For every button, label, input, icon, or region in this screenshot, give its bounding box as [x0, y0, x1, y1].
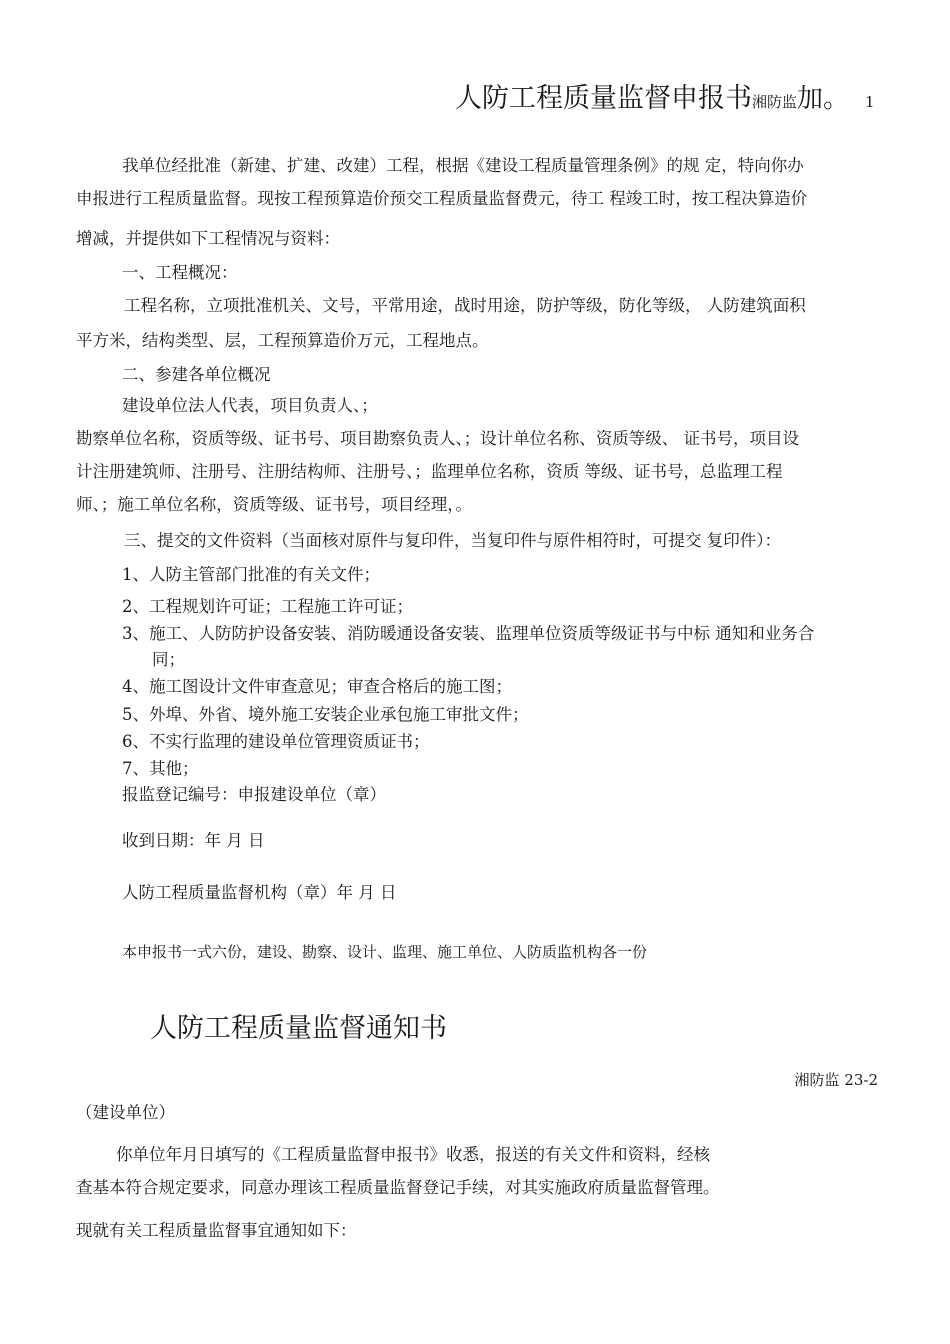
- document-item-2: 2、工程规划许可证；工程施工许可证；: [122, 597, 413, 616]
- form2-body-line-1: 你单位年月日填写的《工程质量监督申报书》收悉，报送的有关文件和资料，经核: [116, 1145, 710, 1164]
- document-item-7: 7、其他；: [122, 759, 199, 778]
- section2-heading: 二、参建各单位概况: [122, 365, 271, 384]
- form2-body-line-2: 查基本符合规定要求，同意办理该工程质量监督登记手续，对其实施政府质量监督管理。: [76, 1178, 720, 1197]
- form1-title-tail: 加。: [797, 84, 850, 114]
- copies-note: 本申报书一式六份，建设、勘察、设计、监理、施工单位、人防质监机构各一份: [122, 943, 648, 961]
- agency-line: 人防工程质量监督机构（章）年 月 日: [122, 883, 397, 902]
- form1-title-number: 1: [865, 93, 875, 111]
- section1-heading: 一、工程概况：: [122, 263, 238, 282]
- document-item-5: 5、外埠、外省、境外施工安装企业承包施工审批文件；: [122, 705, 529, 724]
- section2-line-4: 师、；施工单位名称，资质等级、证书号，项目经理，。: [76, 495, 472, 514]
- intro-line-3: 增减，并提供如下工程情况与资料：: [76, 229, 340, 248]
- section1-line-1: 工程名称，立项批准机关、文号，平常用途，战时用途，防护等级，防化等级， 人防建筑面积: [124, 296, 806, 315]
- section2-line-3: 计注册建筑师、注册号、注册结构师、注册号、；监理单位名称，资质 等级、证书号，总监理工程: [76, 462, 783, 481]
- form2-addressee: （建设单位）: [76, 1103, 175, 1122]
- section3-heading: 三、提交的文件资料（当面核对原件与复印件，当复印件与原件相符时，可提交 复印件）：: [124, 531, 781, 550]
- received-date: 收到日期：年 月 日: [122, 831, 265, 850]
- form1-title-code: 湘防监: [752, 93, 798, 111]
- section1-line-2: 平方米，结构类型、层，工程预算造价万元，工程地点。: [76, 331, 489, 350]
- form1-title: [455, 76, 875, 115]
- form2-title: 人防工程质量监督通知书: [150, 1013, 447, 1044]
- intro-line-2: 申报进行工程质量监督。现按工程预算造价预交工程质量监督费元，待工 程竣工时，按工程决算造价: [76, 189, 808, 208]
- form1-title-main: 人防工程质量监督申报书: [455, 83, 752, 114]
- document-item-4: 4、施工图设计文件审查意见；审查合格后的施工图；: [122, 677, 512, 696]
- form2-code: 湘防监 23-2: [794, 1071, 878, 1089]
- document-item-6: 6、不实行监理的建设单位管理资质证书；: [122, 732, 430, 751]
- registration-line: 报监登记编号：申报建设单位（章）: [122, 785, 386, 804]
- intro-line-1: 我单位经批准（新建、扩建、改建）工程，根据《建设工程质量管理条例》的规 定，特向你办: [122, 156, 804, 175]
- document-item-3-cont: 同；: [152, 650, 185, 669]
- document-item-3: 3、施工、人防防护设备安装、消防暖通设备安装、监理单位资质等级证书与中标 通知和业务合: [122, 624, 815, 643]
- section2-line-1: 建设单位法人代表，项目负责人、；: [122, 396, 378, 415]
- document-item-1: 1、人防主管部门批准的有关文件；: [122, 565, 380, 584]
- form2-notice-line: 现就有关工程质量监督事宜通知如下：: [76, 1221, 357, 1240]
- section2-line-2: 勘察单位名称，资质等级、证书号、项目勘察负责人、；设计单位名称、资质等级、 证书号，项目设: [76, 429, 799, 448]
